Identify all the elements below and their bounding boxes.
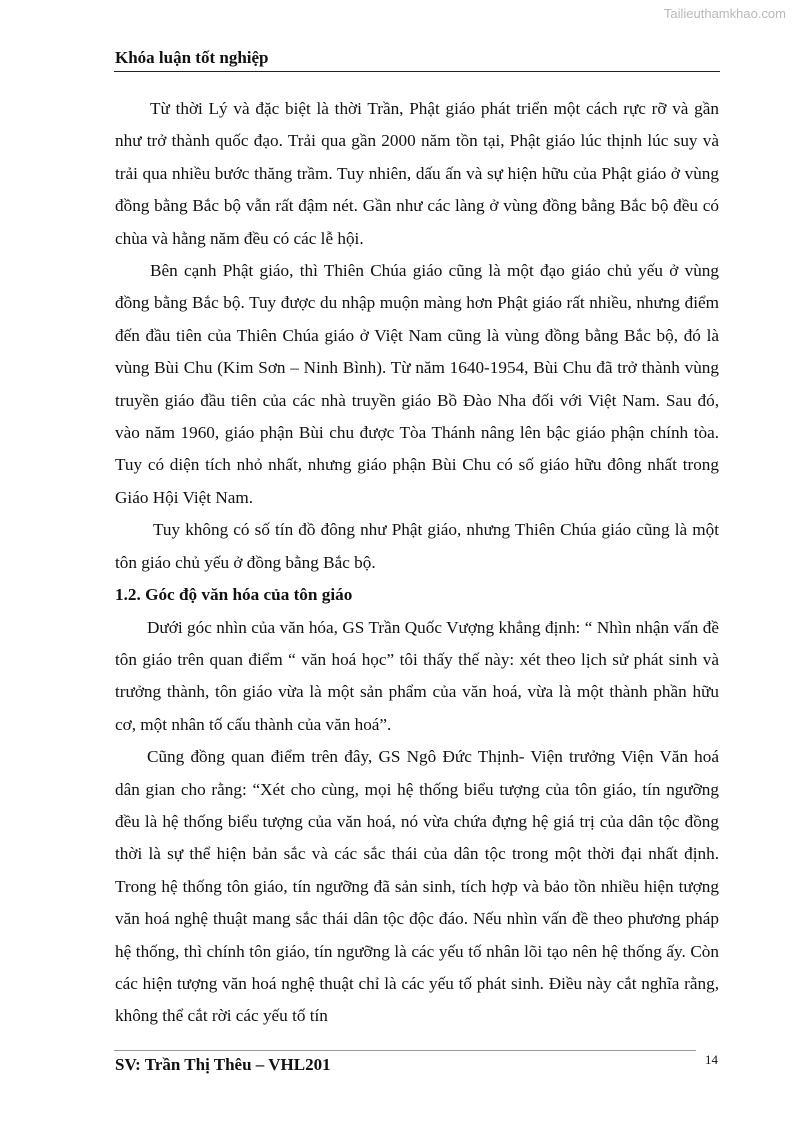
footer-divider [114,1050,696,1051]
paragraph: Tuy không có số tín đồ đông như Phật giáo, nhưng Thiên Chúa giáo cũng là một tôn giáo chủ yếu ở đồng bằng Bắc bộ. [115,520,719,572]
paragraph: Dưới góc nhìn của văn hóa, GS Trần Quốc Vượng khẳng định: “ Nhìn nhận vấn đề tôn giáo trên quan điểm “ văn hoá học” tôi thấy thế này: xét theo lịch sử phát sinh và trưởng thành, tôn giáo vừa là một sản phẩm của văn hoá, vừa là một thành phần hữu cơ, một nhân tố cấu thành của văn hoá”. [115,617,719,734]
paragraph: Cũng đồng quan điểm trên đây, GS Ngô Đức Thịnh- Viện trưởng Viện Văn hoá dân gian cho rằng: “Xét cho cùng, mọi hệ thống biểu tượng của tôn giáo, tín ngưỡng đều là hệ thống biểu tượng của văn hoá, nó vừa chứa đựng hệ giá trị của dân tộc đồng thời là sự thể hiện bản sắc và các sắc thái của dân tộc trong một thời đại nhất định. Trong hệ thống tôn giáo, tín ngưỡng đã sản sinh, tích hợp và bảo tồn nhiều hiện tượng văn hoá nghệ thuật mang sắc thái dân tộc độc đáo. Nếu nhìn vấn đề theo phương pháp hệ thống, thì chính tôn giáo, tín ngưỡng là các yếu tố nhân lõi tạo nên hệ thống ấy. Còn các hiện tượng văn hoá nghệ thuật chỉ là các yếu tố phát sinh. Điều này cắt nghĩa rằng, không thể cắt rời các yếu tố tín [115,747,719,1026]
section-heading: 1.2. Góc độ văn hóa của tôn giáo [115,585,353,605]
paragraph: Từ thời Lý và đặc biệt là thời Trần, Phật giáo phát triển một cách rực rỡ và gần như trở thành quốc đạo. Trải qua gần 2000 năm tồn tại, Phật giáo lúc thịnh lúc suy và trải qua nhiều bước thăng trầm. Tuy nhiên, dấu ấn và sự hiện hữu của Phật giáo ở vùng đồng bằng Bắc bộ vẫn rất đậm nét. Gần như các làng ở vùng đồng bằng Bắc bộ đều có chùa và hằng năm đều có các lễ hội. [115,99,719,248]
page-number: 14 [705,1052,718,1067]
watermark: Tailieuthamkhao.com [663,6,786,21]
document-body [115,93,719,1033]
header-divider [114,71,720,72]
footer-student-info: SV: Trần Thị Thêu – VHL201 [115,1055,331,1074]
paragraph: Bên cạnh Phật giáo, thì Thiên Chúa giáo cũng là một đạo giáo chủ yếu ở vùng đồng bằng Bắc bộ. Tuy được du nhập muộn màng hơn Phật giáo rất nhiều, nhưng điểm đến đầu tiên của Thiên Chúa giáo ở Việt Nam cũng là vùng đồng bằng Bắc bộ, đó là vùng Bùi Chu (Kim Sơn – Ninh Bình). Từ năm 1640-1954, Bùi Chu đã trở thành vùng truyền giáo đầu tiên của các nhà truyền giáo Bồ Đào Nha đối với Việt Nam. Sau đó, vào năm 1960, giáo phận Bùi chu được Tòa Thánh nâng lên bậc giáo phận chính tòa. Tuy có diện tích nhỏ nhất, nhưng giáo phận Bùi Chu có số giáo hữu đông nhất trong Giáo Hội Việt Nam. [115,261,719,507]
page-header-title: Khóa luận tốt nghiệp [115,48,269,67]
